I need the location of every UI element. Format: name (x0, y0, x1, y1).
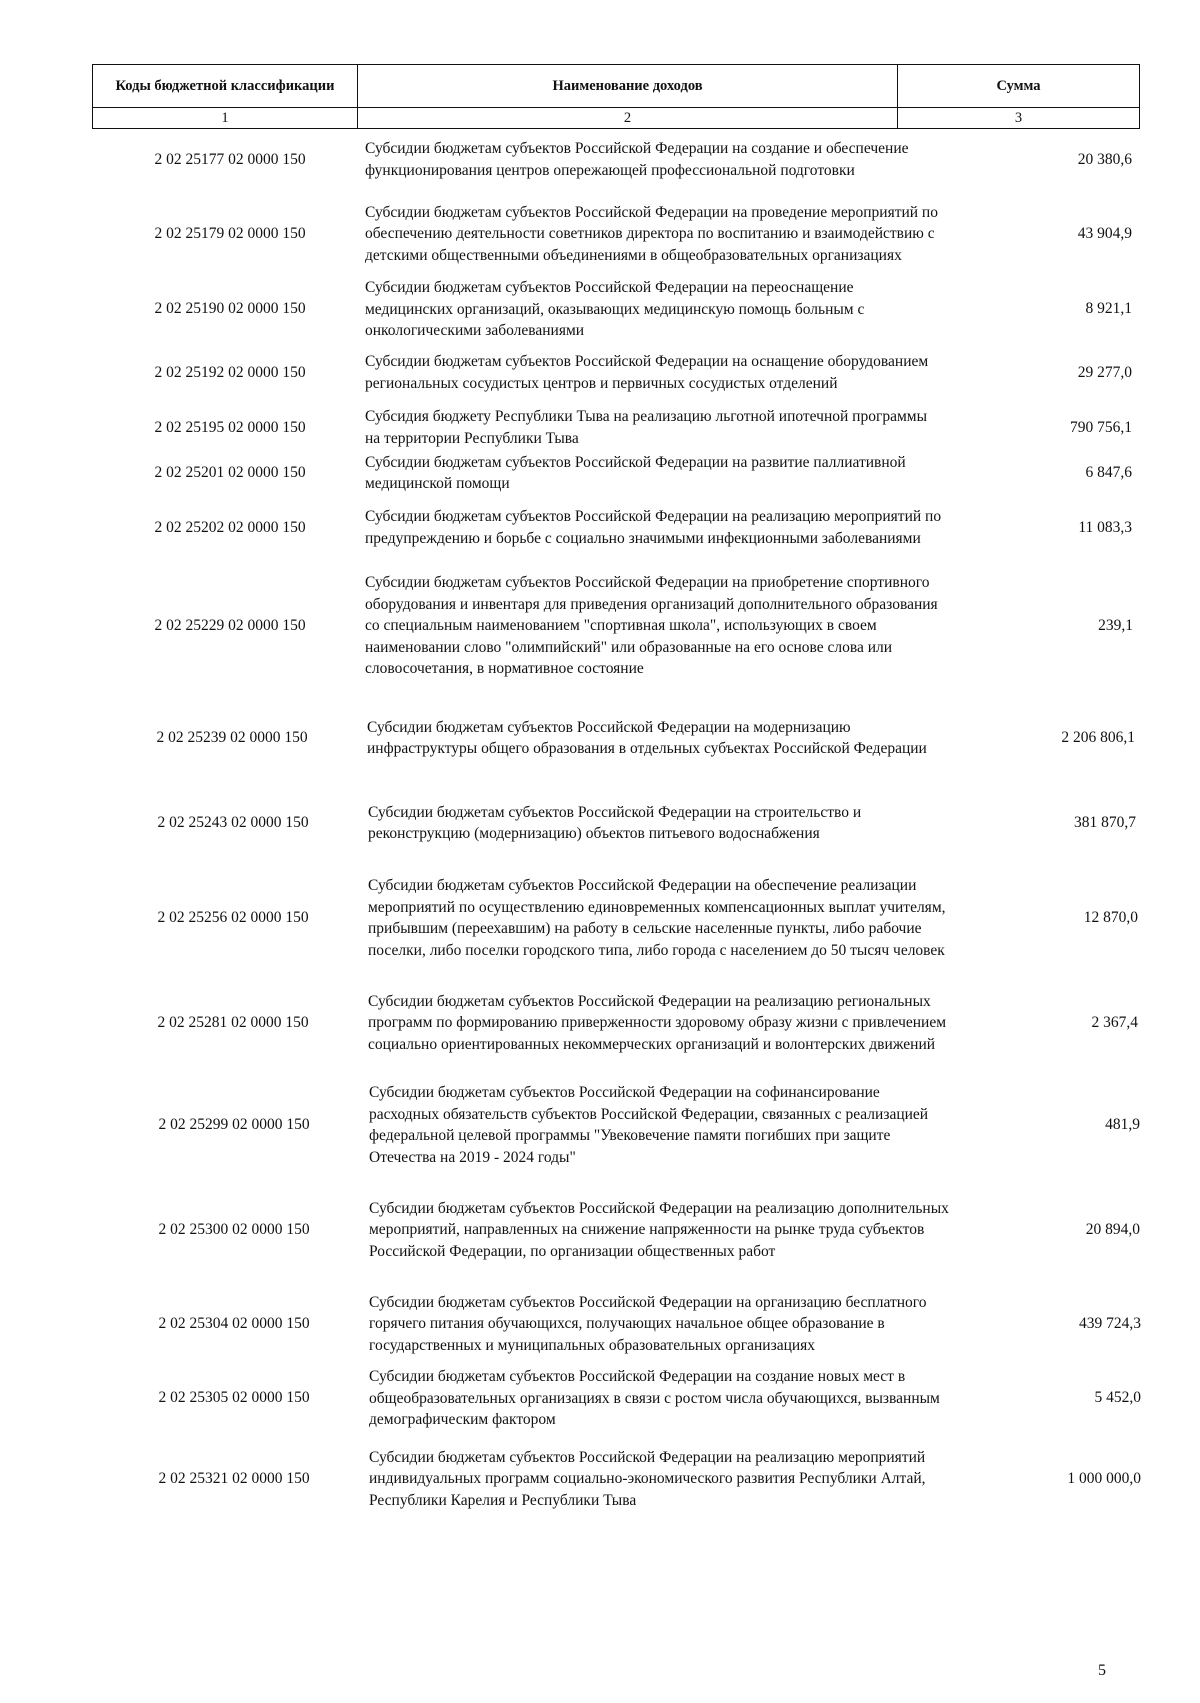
table-row (0, 192, 1200, 276)
header-name: Наименование доходов (358, 65, 898, 108)
budget-code: 2 02 25299 02 0000 150 (158, 1116, 310, 1133)
income-sum: 8 921,1 (1085, 299, 1132, 317)
income-name: Субсидии бюджетам субъектов Российской Федерации на реализацию региональных программ по формированию приверженности здоровому образу жизни с привлечением социально ориентированных некоммерческих организаций и волонтерских движений (368, 992, 947, 1053)
table-row (0, 128, 1200, 191)
income-name: Субсидии бюджетам субъектов Российской Федерации на организацию бесплатного горячего питания обучающихся, получающих начальное общее образование в государственных и муниципальных образовательных организациях (369, 1293, 927, 1354)
budget-code: 2 02 25195 02 0000 150 (154, 418, 306, 436)
table-row (0, 560, 1200, 692)
column-number-1: 1 (93, 108, 358, 129)
column-number-2: 2 (358, 108, 898, 129)
table-row (0, 1073, 1200, 1177)
table-row (0, 405, 1200, 450)
income-sum: 239,1 (1098, 617, 1133, 634)
income-name: Субсидии бюджетам субъектов Российской Федерации на приобретение спортивного оборудования и инвентаря для приведения организаций дополнительного образования со специальным наименованием "спортивная школа", использующих в своем наименовании слово "олимпийский" или образованные на его основе слова или словосочетания, в нормативное состояние (365, 574, 938, 678)
budget-code: 2 02 25243 02 0000 150 (157, 814, 309, 831)
budget-code: 2 02 25229 02 0000 150 (154, 617, 306, 634)
income-name: Субсидии бюджетам субъектов Российской Федерации на переоснащение медицинских организаций, оказывающих медицинскую помощь больным с онкологическими заболеваниями (365, 279, 865, 339)
income-sum: 6 847,6 (1085, 464, 1132, 481)
income-sum: 381 870,7 (1074, 814, 1136, 831)
budget-code: 2 02 25321 02 0000 150 (158, 1470, 310, 1487)
income-sum: 790 756,1 (1070, 418, 1132, 436)
income-name: Субсидии бюджетам субъектов Российской Федерации на реализацию дополнительных мероприятий, направленных на снижение напряженности на рынке труда субъектов Российской Федерации, по организации общественных работ (369, 1199, 949, 1260)
income-sum: 12 870,0 (1083, 909, 1138, 926)
table-row (0, 784, 1200, 862)
income-sum: 2 367,4 (1091, 1014, 1138, 1031)
income-name: Субсидии бюджетам субъектов Российской Федерации на реализацию мероприятий по предупреждению и борьбе с социально значимыми инфекционными заболеваниями (365, 508, 942, 547)
income-sum: 5 452,0 (1094, 1389, 1141, 1406)
table-row (0, 693, 1200, 783)
table-header (92, 64, 1140, 129)
budget-code: 2 02 25179 02 0000 150 (154, 225, 306, 242)
table-row (0, 1178, 1200, 1282)
budget-code: 2 02 25281 02 0000 150 (157, 1014, 309, 1031)
table-row (0, 451, 1200, 495)
table-row (0, 1431, 1200, 1527)
income-name: Субсидии бюджетам субъектов Российской Федерации на обеспечение реализации мероприятий по осуществлению единовременных компенсационных выплат учителям, прибывшим (переехавшим) на работу в сельские населенные пункты, либо рабочие поселки, либо поселки городского типа, либо города с населением до 50 тысяч человек (368, 877, 946, 959)
table-row (0, 277, 1200, 340)
budget-code: 2 02 25202 02 0000 150 (154, 518, 306, 536)
header-codes: Коды бюджетной классификации (93, 65, 358, 108)
income-name: Субсидии бюджетам субъектов Российской Федерации на создание и обеспечение функционирования центров опережающей профессиональной подготовки (365, 140, 909, 179)
income-name: Субсидии бюджетам субъектов Российской Федерации на оснащение оборудованием региональных сосудистых центров и первичных сосудистых отделений (365, 353, 929, 392)
income-name: Субсидии бюджетам субъектов Российской Федерации на реализацию мероприятий индивидуальных программ социально-экономического развития Республики Алтай, Республики Карелия и Республики Тыва (369, 1448, 926, 1509)
income-name: Субсидии бюджетам субъектов Российской Федерации на софинансирование расходных обязательств субъектов Российской Федерации, связанных с реализацией федеральной целевой программы "Увековечение памяти погибших при защите Отечества на 2019 - 2024 годы" (369, 1084, 929, 1166)
budget-code: 2 02 25190 02 0000 150 (154, 299, 306, 317)
table-row (0, 974, 1200, 1072)
income-name: Субсидии бюджетам субъектов Российской Федерации на проведение мероприятий по обеспечению деятельности советников директора по воспитанию и взаимодействию с детскими общественными объединениями в общеобразовательных организациях (365, 203, 938, 264)
budget-code: 2 02 25304 02 0000 150 (158, 1315, 310, 1332)
income-sum: 20 894,0 (1085, 1221, 1140, 1238)
table-row (0, 341, 1200, 404)
income-sum: 439 724,3 (1079, 1315, 1141, 1332)
income-sum: 29 277,0 (1077, 363, 1132, 381)
budget-code: 2 02 25305 02 0000 150 (158, 1389, 310, 1406)
income-sum: 20 380,6 (1077, 150, 1132, 168)
header-sum: Сумма (898, 65, 1140, 108)
income-sum: 481,9 (1105, 1116, 1140, 1133)
income-sum: 11 083,3 (1078, 518, 1132, 536)
income-sum: 43 904,9 (1077, 225, 1132, 242)
table-row (0, 863, 1200, 973)
page-number: 5 (1098, 1662, 1106, 1679)
budget-code: 2 02 25300 02 0000 150 (158, 1221, 310, 1238)
column-number-3: 3 (898, 108, 1140, 129)
table-row (0, 1283, 1200, 1365)
budget-code: 2 02 25201 02 0000 150 (154, 464, 306, 481)
income-sum: 2 206 806,1 (1061, 729, 1135, 746)
budget-code: 2 02 25256 02 0000 150 (157, 909, 309, 926)
income-name: Субсидии бюджетам субъектов Российской Федерации на развитие паллиативной медицинской помощи (365, 453, 906, 492)
budget-code: 2 02 25192 02 0000 150 (154, 363, 306, 381)
income-name: Субсидии бюджетам субъектов Российской Федерации на модернизацию инфраструктуры общего образования в отдельных субъектах Российской Федерации (367, 718, 927, 757)
table-row (0, 1366, 1200, 1430)
income-name: Субсидия бюджету Республики Тыва на реализацию льготной ипотечной программы на территории Республики Тыва (365, 408, 927, 447)
budget-code: 2 02 25239 02 0000 150 (156, 729, 308, 746)
table-row (0, 496, 1200, 559)
income-name: Субсидии бюджетам субъектов Российской Федерации на строительство и реконструкцию (модернизацию) объектов питьевого водоснабжения (368, 803, 862, 842)
income-name: Субсидии бюджетам субъектов Российской Федерации на создание новых мест в общеобразовательных организациях в связи с ростом числа обучающихся, вызванным демографическим фактором (369, 1368, 940, 1428)
income-sum: 1 000 000,0 (1067, 1470, 1141, 1487)
budget-code: 2 02 25177 02 0000 150 (154, 150, 306, 168)
